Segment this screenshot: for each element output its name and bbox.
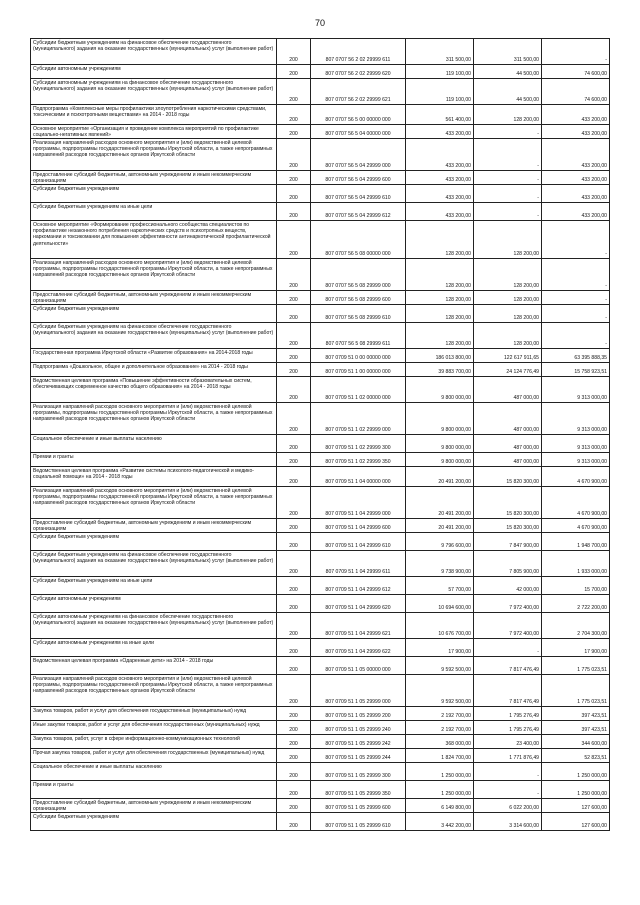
row-amount-total: 1 250 000,00: [405, 763, 473, 780]
row-code: 807 0709 51 0 00 00000 000: [310, 349, 405, 362]
row-code: 807 0707 56 2 02 29999 621: [310, 79, 405, 104]
row-amount-remaining: 433 200,00: [541, 105, 610, 124]
row-code: 807 0707 56 5 00 00000 000: [310, 105, 405, 124]
row-amount-total: 10 676 700,00: [405, 613, 473, 638]
row-amount-executed: 311 500,00: [473, 39, 541, 64]
row-amount-executed: 7 972 400,00: [473, 613, 541, 638]
row-ved: 200: [276, 467, 310, 486]
row-code: 807 0709 51 1 02 00000 000: [310, 377, 405, 402]
row-ved: 200: [276, 533, 310, 550]
row-ved: 200: [276, 781, 310, 798]
table-row: [30, 487, 610, 519]
row-amount-total: 433 200,00: [405, 185, 473, 202]
row-amount-total: 9 800 000,00: [405, 377, 473, 402]
table-row: [30, 781, 610, 799]
row-code: 807 0709 51 1 05 29999 350: [310, 781, 405, 798]
row-amount-executed: 487 000,00: [473, 377, 541, 402]
row-code: 807 0709 51 1 04 29999 611: [310, 551, 405, 576]
row-amount-remaining: 9 313 000,00: [541, 377, 610, 402]
row-amount-total: 368 000,00: [405, 735, 473, 748]
row-name: Субсидии автономным учреждениям на финансовое обеспечение государственного (муниципального) задания на оказание государственных (муниципальных) услуг (выполнение работ): [30, 613, 276, 638]
row-amount-remaining: 433 200,00: [541, 185, 610, 202]
row-amount-executed: -: [473, 763, 541, 780]
row-amount-total: 3 442 200,00: [405, 813, 473, 830]
table-row: [30, 259, 610, 291]
row-name: Субсидии бюджетным учреждениям на финансовое обеспечение государственного (муниципального) задания на оказание государственных (муниципальных) услуг (выполнение работ): [30, 551, 276, 576]
table-row: [30, 349, 610, 363]
row-ved: 200: [276, 125, 310, 138]
row-amount-executed: 42 000,00: [473, 577, 541, 594]
row-name: Закупка товаров, работ и услуг для обеспечения государственных (муниципальных) нужд: [30, 707, 276, 720]
row-amount-total: 6 149 800,00: [405, 799, 473, 812]
table-row: [30, 657, 610, 675]
row-name: Субсидии бюджетным учреждениям на финансовое обеспечение государственного (муниципального) задания на оказание государственных (муниципальных) услуг (выполнение работ): [30, 39, 276, 64]
row-ved: 200: [276, 79, 310, 104]
row-amount-total: 10 694 600,00: [405, 595, 473, 612]
table-row: [30, 291, 610, 305]
row-amount-remaining: 4 670 900,00: [541, 487, 610, 518]
row-amount-total: 128 200,00: [405, 259, 473, 290]
table-row: [30, 749, 610, 763]
row-ved: 200: [276, 139, 310, 170]
row-name: Прочая закупка товаров, работ и услуг для обеспечения государственных (муниципальных) нужд: [30, 749, 276, 762]
row-code: 807 0707 56 2 02 29999 611: [310, 39, 405, 64]
row-name: Подпрограмма «Дошкольное, общее и дополнительное образование» на 2014 - 2018 годы: [30, 363, 276, 376]
table-row: [30, 533, 610, 551]
row-amount-total: 20 491 200,00: [405, 519, 473, 532]
row-amount-remaining: 1 775 023,51: [541, 675, 610, 706]
table-row: [30, 363, 610, 377]
row-code: 807 0709 51 1 05 29999 610: [310, 813, 405, 830]
row-amount-remaining: 9 313 000,00: [541, 403, 610, 434]
row-ved: 200: [276, 185, 310, 202]
row-amount-total: 1 250 000,00: [405, 781, 473, 798]
table-row: [30, 185, 610, 203]
row-name: Субсидии бюджетным учреждениям: [30, 185, 276, 202]
row-code: 807 0709 51 1 05 29999 242: [310, 735, 405, 748]
table-row: [30, 125, 610, 139]
row-ved: 200: [276, 763, 310, 780]
table-row: [30, 305, 610, 323]
row-ved: 200: [276, 749, 310, 762]
row-name: Субсидии бюджетным учреждениям: [30, 533, 276, 550]
row-amount-remaining: 15 758 923,51: [541, 363, 610, 376]
row-amount-total: 433 200,00: [405, 125, 473, 138]
row-amount-remaining: -: [541, 305, 610, 322]
row-amount-executed: -: [473, 171, 541, 184]
row-name: Субсидии бюджетным учреждениям на иные цели: [30, 577, 276, 594]
row-amount-total: 2 192 700,00: [405, 721, 473, 734]
row-ved: 200: [276, 39, 310, 64]
row-ved: 200: [276, 799, 310, 812]
row-name: Социальное обеспечение и иные выплаты населению: [30, 763, 276, 780]
row-amount-total: 20 491 200,00: [405, 467, 473, 486]
row-amount-executed: 15 820 300,00: [473, 487, 541, 518]
row-amount-total: 9 796 600,00: [405, 533, 473, 550]
row-amount-executed: 7 817 476,49: [473, 675, 541, 706]
row-amount-remaining: 433 200,00: [541, 203, 610, 220]
row-code: 807 0707 56 5 08 00000 000: [310, 221, 405, 258]
row-name: Ведомственная целевая программа «Одаренные дети» на 2014 - 2018 годы: [30, 657, 276, 674]
table-row: [30, 403, 610, 435]
row-name: Основное мероприятие «Организация и проведение комплекса мероприятий по профилактике социально-негативных явлений»: [30, 125, 276, 138]
row-amount-total: 17 900,00: [405, 639, 473, 656]
row-code: 807 0709 51 1 04 29999 610: [310, 533, 405, 550]
row-amount-executed: 487 000,00: [473, 453, 541, 466]
row-amount-remaining: 74 600,00: [541, 65, 610, 78]
table-row: [30, 735, 610, 749]
page-number: 70: [314, 18, 325, 28]
row-ved: 200: [276, 305, 310, 322]
row-name: Субсидии бюджетным учреждениям на финансовое обеспечение государственного (муниципального) задания на оказание государственных (муниципальных) услуг (выполнение работ): [30, 323, 276, 348]
row-name: Ведомственная целевая программа «Развитие системы психолого-педагогической и медико-социальной помощи» на 2014 - 2018 годы: [30, 467, 276, 486]
row-amount-remaining: 127 600,00: [541, 813, 610, 830]
row-name: Субсидии автономным учреждениям на финансовое обеспечение государственного (муниципального) задания на оказание государственных (муниципальных) услуг (выполнение работ): [30, 79, 276, 104]
table-row: [30, 323, 610, 349]
row-amount-total: 9 800 000,00: [405, 435, 473, 452]
row-ved: 200: [276, 595, 310, 612]
row-name: Реализация направлений расходов основного мероприятия и (или) ведомственной целевой программы, подпрограммы государственной программы Иркутской области, а также непрограммных направлений расходов государственных органов Иркутской области: [30, 259, 276, 290]
row-amount-total: 561 400,00: [405, 105, 473, 124]
row-amount-remaining: 344 600,00: [541, 735, 610, 748]
row-amount-remaining: 1 933 000,00: [541, 551, 610, 576]
row-amount-executed: -: [473, 185, 541, 202]
row-amount-executed: 7 805 900,00: [473, 551, 541, 576]
table-row: [30, 65, 610, 79]
row-amount-total: 311 500,00: [405, 39, 473, 64]
table-row: [30, 551, 610, 577]
row-amount-total: 433 200,00: [405, 171, 473, 184]
row-amount-remaining: 1 250 000,00: [541, 763, 610, 780]
row-code: 807 0707 56 5 08 29999 610: [310, 305, 405, 322]
row-ved: 200: [276, 613, 310, 638]
table-row: [30, 813, 610, 831]
row-amount-executed: 7 972 400,00: [473, 595, 541, 612]
table-row: [30, 453, 610, 467]
row-amount-total: 433 200,00: [405, 203, 473, 220]
row-name: Государственная программа Иркутской области «Развитие образования» на 2014-2018 годы: [30, 349, 276, 362]
row-name: Субсидии автономным учреждениям на иные цели: [30, 639, 276, 656]
row-amount-total: 39 883 700,00: [405, 363, 473, 376]
row-amount-executed: 7 847 900,00: [473, 533, 541, 550]
table-row: [30, 595, 610, 613]
row-name: Закупка товаров, работ, услуг в сфере информационно-коммуникационных технологий: [30, 735, 276, 748]
row-code: 807 0709 51 1 05 29999 000: [310, 675, 405, 706]
table-row: [30, 377, 610, 403]
row-amount-remaining: 127 600,00: [541, 799, 610, 812]
row-amount-remaining: 4 670 900,00: [541, 519, 610, 532]
row-name: Подпрограмма «Комплексные меры профилактики злоупотребления наркотическими средствами, токсическими и психотропными веществами» на 2014 - 2018 годы: [30, 105, 276, 124]
row-code: 807 0709 51 1 02 29999 350: [310, 453, 405, 466]
row-amount-total: 9 800 000,00: [405, 453, 473, 466]
row-amount-remaining: -: [541, 291, 610, 304]
row-amount-total: 119 100,00: [405, 65, 473, 78]
row-amount-remaining: 4 670 900,00: [541, 467, 610, 486]
table-row: [30, 613, 610, 639]
row-ved: 200: [276, 291, 310, 304]
row-name: Предоставление субсидий бюджетным, автономным учреждениям и иным некоммерческим организациям: [30, 171, 276, 184]
row-ved: 200: [276, 403, 310, 434]
row-ved: 200: [276, 171, 310, 184]
row-code: 807 0707 56 5 04 29999 610: [310, 185, 405, 202]
row-ved: 200: [276, 435, 310, 452]
row-amount-executed: 1 795 276,49: [473, 721, 541, 734]
table-row: [30, 707, 610, 721]
row-amount-remaining: 52 823,51: [541, 749, 610, 762]
row-ved: 200: [276, 105, 310, 124]
row-amount-remaining: 397 423,51: [541, 721, 610, 734]
row-amount-remaining: 17 900,00: [541, 639, 610, 656]
row-amount-remaining: 2 722 200,00: [541, 595, 610, 612]
row-amount-executed: -: [473, 125, 541, 138]
row-amount-remaining: 74 600,00: [541, 79, 610, 104]
row-name: Реализация направлений расходов основного мероприятия и (или) ведомственной целевой программы, подпрограммы государственной программы Иркутской области, а также непрограммных направлений расходов государственных органов Иркутской области: [30, 139, 276, 170]
table-row: [30, 675, 610, 707]
row-code: 807 0709 51 1 04 29999 621: [310, 613, 405, 638]
row-amount-remaining: 1 250 000,00: [541, 781, 610, 798]
row-amount-total: 1 824 700,00: [405, 749, 473, 762]
row-ved: 200: [276, 657, 310, 674]
row-name: Предоставление субсидий бюджетным, автономным учреждениям и иным некоммерческим организациям: [30, 291, 276, 304]
budget-table: [30, 38, 610, 891]
row-amount-executed: 487 000,00: [473, 403, 541, 434]
row-amount-executed: 3 314 600,00: [473, 813, 541, 830]
row-amount-total: 128 200,00: [405, 291, 473, 304]
row-code: 807 0709 51 1 04 00000 000: [310, 467, 405, 486]
row-amount-executed: 122 617 911,65: [473, 349, 541, 362]
row-ved: 200: [276, 519, 310, 532]
row-amount-executed: 487 000,00: [473, 435, 541, 452]
row-amount-executed: 128 200,00: [473, 221, 541, 258]
row-ved: 200: [276, 735, 310, 748]
table-row: [30, 519, 610, 533]
row-amount-executed: 128 200,00: [473, 291, 541, 304]
row-code: 807 0709 51 1 05 29999 200: [310, 707, 405, 720]
row-amount-remaining: -: [541, 221, 610, 258]
row-amount-executed: 1 771 876,49: [473, 749, 541, 762]
table-row: [30, 171, 610, 185]
row-amount-total: 433 200,00: [405, 139, 473, 170]
row-amount-remaining: -: [541, 259, 610, 290]
row-amount-executed: 23 400,00: [473, 735, 541, 748]
table-row: [30, 79, 610, 105]
row-amount-executed: 44 500,00: [473, 65, 541, 78]
row-amount-remaining: 9 313 000,00: [541, 435, 610, 452]
row-ved: 200: [276, 453, 310, 466]
row-code: 807 0707 56 5 08 29999 611: [310, 323, 405, 348]
row-amount-remaining: 15 700,00: [541, 577, 610, 594]
row-name: Реализация направлений расходов основного мероприятия и (или) ведомственной целевой программы, подпрограммы государственной программы Иркутской области, а также непрограммных направлений расходов государственных органов Иркутской области: [30, 487, 276, 518]
row-amount-remaining: 63 395 888,35: [541, 349, 610, 362]
row-ved: 200: [276, 707, 310, 720]
row-ved: 200: [276, 813, 310, 830]
row-ved: 200: [276, 551, 310, 576]
row-ved: 200: [276, 639, 310, 656]
row-amount-remaining: -: [541, 39, 610, 64]
row-code: 807 0707 56 5 04 29999 612: [310, 203, 405, 220]
row-code: 807 0707 56 5 08 29999 000: [310, 259, 405, 290]
row-amount-total: 9 592 500,00: [405, 675, 473, 706]
row-code: 807 0709 51 1 04 29999 622: [310, 639, 405, 656]
row-amount-remaining: 1 775 023,51: [541, 657, 610, 674]
row-amount-executed: 6 022 200,00: [473, 799, 541, 812]
row-amount-remaining: 2 704 300,00: [541, 613, 610, 638]
row-code: 807 0709 51 1 05 00000 000: [310, 657, 405, 674]
row-amount-total: 128 200,00: [405, 221, 473, 258]
row-amount-executed: -: [473, 781, 541, 798]
row-code: 807 0709 51 1 02 29999 300: [310, 435, 405, 452]
table-row: [30, 799, 610, 813]
row-amount-executed: 15 820 300,00: [473, 467, 541, 486]
row-name: Реализация направлений расходов основного мероприятия и (или) ведомственной целевой программы, подпрограммы государственной программы Иркутской области, а также непрограммных направлений расходов государственных органов Иркутской области: [30, 403, 276, 434]
row-code: 807 0709 51 1 04 29999 600: [310, 519, 405, 532]
row-ved: 200: [276, 675, 310, 706]
row-code: 807 0709 51 1 05 29999 600: [310, 799, 405, 812]
row-code: 807 0709 51 1 05 29999 244: [310, 749, 405, 762]
row-amount-total: 128 200,00: [405, 323, 473, 348]
row-code: 807 0709 51 1 05 29999 300: [310, 763, 405, 780]
row-code: 807 0709 51 1 00 00000 000: [310, 363, 405, 376]
row-amount-executed: 24 124 776,49: [473, 363, 541, 376]
table-row: [30, 577, 610, 595]
table-row: [30, 721, 610, 735]
row-code: 807 0707 56 5 04 00000 000: [310, 125, 405, 138]
row-name: Предоставление субсидий бюджетным, автономным учреждениям и иным некоммерческим организациям: [30, 799, 276, 812]
row-ved: 200: [276, 259, 310, 290]
row-name: Субсидии автономным учреждениям: [30, 595, 276, 612]
row-amount-total: 57 700,00: [405, 577, 473, 594]
row-code: 807 0707 56 5 08 29999 600: [310, 291, 405, 304]
row-code: 807 0707 56 5 04 29999 000: [310, 139, 405, 170]
row-amount-executed: 128 200,00: [473, 105, 541, 124]
table-row: [30, 203, 610, 221]
table-row: [30, 435, 610, 453]
row-amount-remaining: -: [541, 323, 610, 348]
table-row: [30, 639, 610, 657]
row-name: Премии и гранты: [30, 453, 276, 466]
row-name: Ведомственная целевая программа «Повышение эффективности образовательных систем, обеспечивающих современное качество общего образования» на 2014 - 2018 годы: [30, 377, 276, 402]
row-ved: 200: [276, 487, 310, 518]
row-amount-total: 9 738 900,00: [405, 551, 473, 576]
row-amount-total: 20 491 200,00: [405, 487, 473, 518]
row-amount-remaining: 433 200,00: [541, 125, 610, 138]
row-name: Социальное обеспечение и иные выплаты населению: [30, 435, 276, 452]
row-amount-total: 9 592 500,00: [405, 657, 473, 674]
row-amount-executed: 128 200,00: [473, 259, 541, 290]
table-row: [30, 467, 610, 487]
row-name: Реализация направлений расходов основного мероприятия и (или) ведомственной целевой программы, подпрограммы государственной программы Иркутской области, а также непрограммных направлений расходов государственных органов Иркутской области: [30, 675, 276, 706]
row-amount-total: 9 800 000,00: [405, 403, 473, 434]
row-ved: 200: [276, 363, 310, 376]
table-row: [30, 39, 610, 65]
table-row: [30, 105, 610, 125]
row-name: Субсидии автономным учреждениям: [30, 65, 276, 78]
row-amount-executed: 7 817 476,49: [473, 657, 541, 674]
row-ved: 200: [276, 721, 310, 734]
row-amount-remaining: 433 200,00: [541, 139, 610, 170]
row-code: 807 0709 51 1 02 29999 000: [310, 403, 405, 434]
row-amount-remaining: 1 948 700,00: [541, 533, 610, 550]
row-amount-executed: 1 795 276,49: [473, 707, 541, 720]
table-row: [30, 763, 610, 781]
row-name: Субсидии бюджетным учреждениям: [30, 305, 276, 322]
row-name: Субсидии бюджетным учреждениям: [30, 813, 276, 830]
row-amount-executed: 128 200,00: [473, 323, 541, 348]
row-name: Основное мероприятие «Формирование профессионального сообщества специалистов по профилактике незаконного потребления наркотических средств и психотропных веществ, наркомании и токсикомании для повышения эффективности антинаркотической профилактической деятельности»: [30, 221, 276, 258]
row-code: 807 0709 51 1 04 29999 612: [310, 577, 405, 594]
row-amount-remaining: 397 423,51: [541, 707, 610, 720]
row-amount-total: 119 100,00: [405, 79, 473, 104]
row-amount-executed: -: [473, 203, 541, 220]
row-amount-executed: 44 500,00: [473, 79, 541, 104]
row-amount-executed: -: [473, 639, 541, 656]
table-row: [30, 139, 610, 171]
row-ved: 200: [276, 349, 310, 362]
row-name: Премии и гранты: [30, 781, 276, 798]
row-ved: 200: [276, 577, 310, 594]
row-code: 807 0707 56 5 04 29999 600: [310, 171, 405, 184]
row-amount-executed: -: [473, 139, 541, 170]
row-ved: 200: [276, 221, 310, 258]
row-name: Субсидии бюджетным учреждениям на иные цели: [30, 203, 276, 220]
row-code: 807 0707 56 2 02 29999 620: [310, 65, 405, 78]
row-name: Иные закупки товаров, работ и услуг для обеспечения государственных (муниципальных) нужд: [30, 721, 276, 734]
row-code: 807 0709 51 1 04 29999 620: [310, 595, 405, 612]
row-code: 807 0709 51 1 05 29999 240: [310, 721, 405, 734]
row-ved: 200: [276, 203, 310, 220]
row-ved: 200: [276, 377, 310, 402]
row-amount-total: 128 200,00: [405, 305, 473, 322]
row-amount-executed: 128 200,00: [473, 305, 541, 322]
row-ved: 200: [276, 323, 310, 348]
row-amount-remaining: 433 200,00: [541, 171, 610, 184]
row-amount-total: 186 013 800,00: [405, 349, 473, 362]
row-amount-remaining: 9 313 000,00: [541, 453, 610, 466]
row-amount-total: 2 192 700,00: [405, 707, 473, 720]
table-row: [30, 221, 610, 259]
row-code: 807 0709 51 1 04 29999 000: [310, 487, 405, 518]
row-ved: 200: [276, 65, 310, 78]
row-name: Предоставление субсидий бюджетным, автономным учреждениям и иным некоммерческим организациям: [30, 519, 276, 532]
row-amount-executed: 15 820 300,00: [473, 519, 541, 532]
